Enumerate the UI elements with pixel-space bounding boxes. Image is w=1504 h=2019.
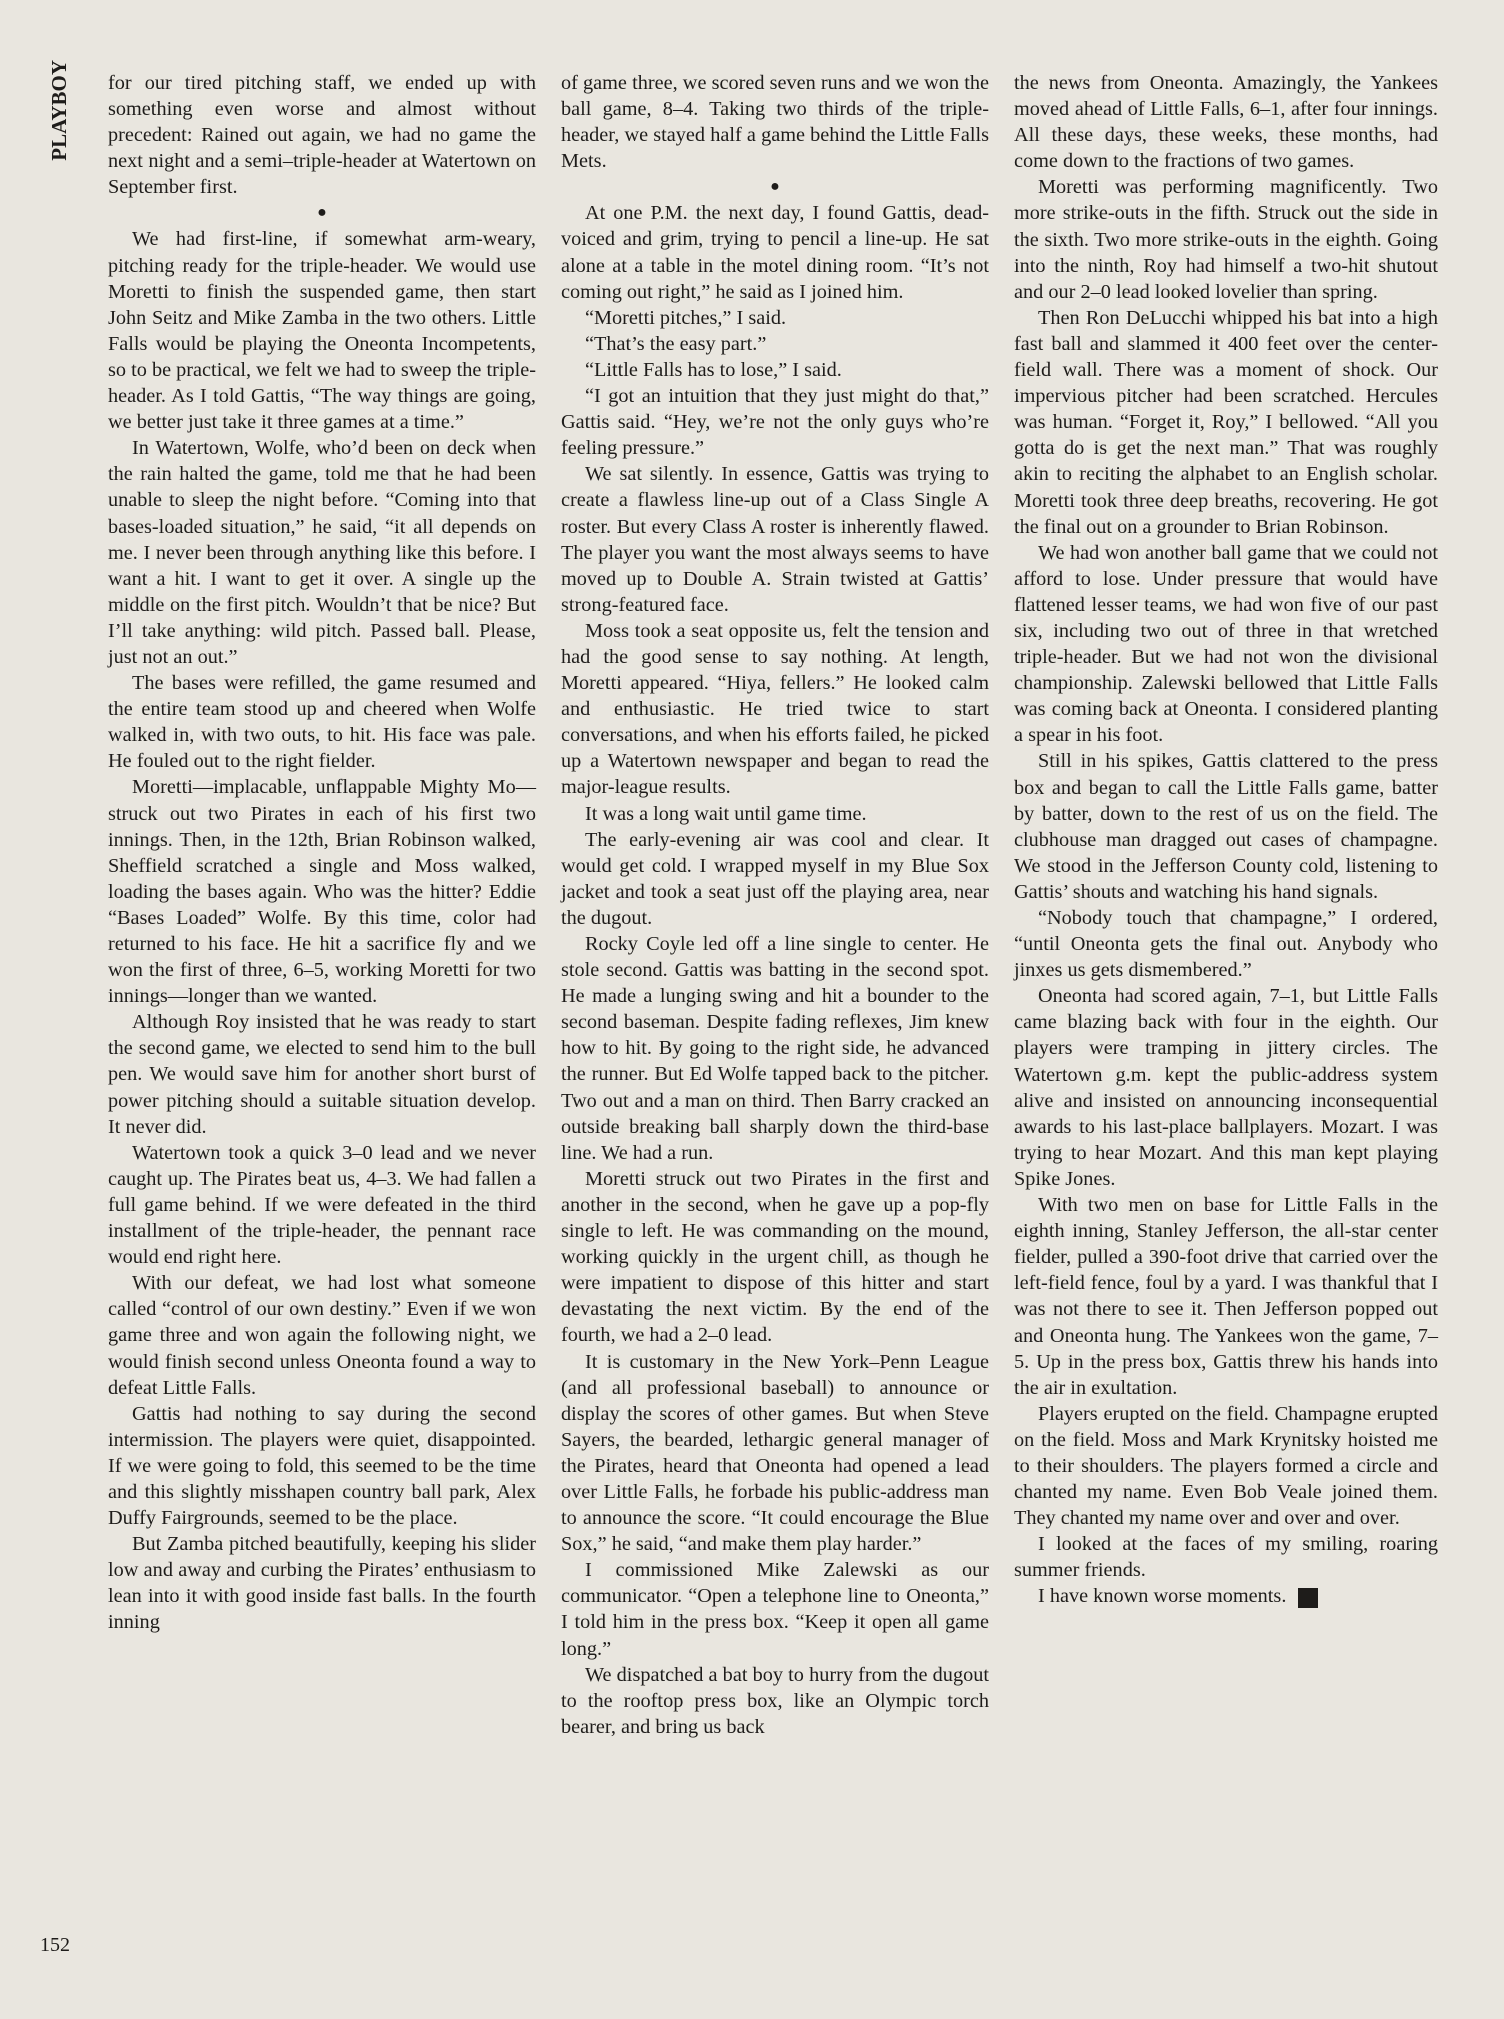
paragraph: We had won another ball game that we could not afford to lose. Under pressure that would have flattened lesser teams, we had won five of our past six, including two out of three in that wretched triple-header. But we had not won the divisional championship. Zalewski bellowed that Little Falls was coming back at Oneonta. I considered planting a spear in his foot. — [1014, 541, 1438, 747]
end-mark-icon: ♣ — [1298, 1588, 1318, 1608]
paragraph: Rocky Coyle led off a line single to center. He stole second. Gattis was batting in the second spot. He made a lunging swing and hit a bounder to the second baseman. Despite fading reflexes, Jim knew how to hit. By going to the right side, he advanced the runner. But Ed Wolfe tapped back to the pitcher. Two out and a man on third. Then Barry cracked an outside breaking ball sharply down the third-base line. We had a run. — [561, 933, 989, 1164]
paragraph: At one P.M. the next day, I found Gattis, dead-voiced and grim, trying to pencil a line-up. He sat alone at a table in the motel dining room. “It’s not coming out right,” he said as I joined him. — [561, 202, 989, 303]
paragraph: I commissioned Mike Zalewski as our communicator. “Open a telephone line to Oneonta,” I told him in the press box. “Keep it open all game long.” — [561, 1559, 989, 1660]
paragraph: We sat silently. In essence, Gattis was trying to create a flawless line-up out of a Class Single A roster. But every Class A roster is inherently flawed. The player you want the most always seems to have moved up to Double A. Strain twisted at Gattis’ strong-featured face. — [561, 463, 989, 616]
paragraph: Gattis had nothing to say during the second intermission. The players were quiet, disappointed. If we were going to fold, this seemed to be the time and this slightly misshapen country ball park, Alex Duffy Fairgrounds, seemed to be the place. — [108, 1402, 536, 1530]
paragraph: It is customary in the New York–Penn League (and all professional baseball) to announce or display the scores of other games. But when Steve Sayers, the bearded, lethargic general manager of the Pirates, heard that Oneonta had opened a lead over Little Falls, he forbade his public-address man to announce the score. “It could encourage the Blue Sox,” he said, “and make them play harder.” — [561, 1350, 989, 1556]
paragraph: of game three, we scored seven runs and we won the ball game, 8–4. Taking two thirds of the triple-header, we stayed half a game behind the Little Falls Mets. — [561, 72, 989, 173]
paragraph: Moss took a seat opposite us, felt the tension and had the good sense to say nothing. At length, Moretti appeared. “Hiya, fellers.” He looked calm and enthusiastic. He tried twice to start conversations, and when his efforts failed, he picked up a Watertown newspaper and began to read the major-league results. — [561, 619, 989, 799]
paragraph: “Little Falls has to lose,” I said. — [585, 358, 842, 381]
paragraph: We dispatched a bat boy to hurry from the dugout to the rooftop press box, like an Olympic torch bearer, and bring us back — [561, 1663, 989, 1738]
paragraph: With our defeat, we had lost what someone called “control of our own destiny.” Even if we won game three and won again the following night, we would finish second unless Oneonta found a way to defeat Little Falls. — [108, 1272, 536, 1399]
paragraph: I looked at the faces of my smiling, roaring summer friends. — [1014, 1533, 1438, 1582]
paragraph: I have known worse moments. ♣ — [1038, 1585, 1332, 1608]
paragraph: In Watertown, Wolfe, who’d been on deck when the rain halted the game, told me that he had been unable to sleep the night before. “Coming into that bases-loaded situation,” he said, “it all depends on me. I never been through anything like this before. I want a hit. I want to get it over. A single up the middle on the first pitch. Wouldn’t that be nice? But I’ll take anything: wild pitch. Passed ball. Please, just not an out.” — [108, 437, 536, 668]
paragraph: “Moretti pitches,” I said. — [585, 306, 787, 329]
paragraph: Still in his spikes, Gattis clattered to the press box and began to call the Little Falls game, batter by batter, down to the rest of us on the field. The clubhouse man dragged out cases of champagne. We stood in the Jefferson County cold, listening to Gattis’ shouts and watching his hand signals. — [1014, 750, 1438, 903]
paragraph: Watertown took a quick 3–0 lead and we never caught up. The Pirates beat us, 4–3. We had fallen a full game behind. If we were defeated in the third installment of the triple-header, the pennant race would end right here. — [108, 1141, 536, 1269]
paragraph: It was a long wait until game time. — [585, 802, 867, 825]
paragraph: for our tired pitching staff, we ended up with something even worse and almost without precedent: Rained out again, we had no game the next night and a semi–triple-header at Watertown on September first. — [108, 72, 536, 199]
paragraph: With two men on base for Little Falls in the eighth inning, Stanley Jefferson, the all-star center fielder, pulled a 390-foot drive that carried over the left-field fence, foul by a yard. I was thankful that I was not there to see it. Then Jefferson popped out and Oneonta hung. The Yankees won the game, 7–5. Up in the press box, Gattis threw his hands into the air in exultation. — [1014, 1194, 1438, 1399]
paragraph: Moretti—implacable, unflappable Mighty Mo—struck out two Pirates in each of his first two innings. Then, in the 12th, Brian Robinson walked, Sheffield scratched a single and Moss walked, loading the bases again. Who was the hitter? Eddie “Bases Loaded” Wolfe. By this time, color had returned to his face. He hit a sacrifice fly and we won the first of three, 6–5, working Moretti for two innings—longer than we wanted. — [108, 776, 536, 1008]
paragraph: “Nobody touch that champagne,” I ordered, “until Oneonta gets the final out. Anybody who jinxes us gets dismembered.” — [1014, 907, 1438, 982]
paragraph: the news from Oneonta. Amazingly, the Yankees moved ahead of Little Falls, 6–1, after four innings. All these days, these weeks, these months, had come down to the fractions of two games. — [1014, 72, 1438, 173]
section-separator: ● — [317, 204, 327, 222]
paragraph: But Zamba pitched beautifully, keeping his slider low and away and curbing the Pirates’ enthusiasm to lean into it with good inside fast balls. In the fourth inning — [108, 1533, 536, 1634]
column-1 — [108, 70, 536, 1636]
paragraph: Moretti struck out two Pirates in the first and another in the second, when he gave up a pop-fly single to left. He was commanding on the mound, working quickly in the urgent chill, as though he were impatient to dispose of this hitter and start devastating the next victim. By the end of the fourth, we had a 2–0 lead. — [561, 1167, 989, 1347]
paragraph: The bases were refilled, the game resumed and the entire team stood up and cheered when Wolfe walked in, with two outs, to hit. His face was pale. He fouled out to the right fielder. — [108, 672, 536, 773]
column-3 — [1014, 70, 1438, 1610]
paragraph: “I got an intuition that they just might do that,” Gattis said. “Hey, we’re not the only guys who’re feeling pressure.” — [561, 385, 989, 460]
paragraph: Oneonta had scored again, 7–1, but Little Falls came blazing back with four in the eighth. Our players were tramping in jittery circles. The Watertown g.m. kept the public-address system alive and insisted on announcing inconsequential awards to his last-place ballplayers. Mozart. I was trying to hear Mozart. And this man kept playing Spike Jones. — [1014, 985, 1438, 1190]
paragraph: We had first-line, if somewhat arm-weary, pitching ready for the triple-header. We would use Moretti to finish the suspended game, then start John Seitz and Mike Zamba in the two others. Little Falls would be playing the Oneonta Incompetents, so to be practical, we felt we had to sweep the triple-header. As I told Gattis, “The way things are going, we better just take it three games at a time.” — [108, 228, 536, 434]
paragraph: Players erupted on the field. Champagne erupted on the field. Moss and Mark Krynitsky hoisted me to their shoulders. The players formed a circle and chanted my name. Even Bob Veale joined them. They chanted my name over and over and over. — [1014, 1402, 1438, 1530]
paragraph: The early-evening air was cool and clear. It would get cold. I wrapped myself in my Blue Sox jacket and took a seat just off the playing area, near the dugout. — [561, 828, 989, 929]
paragraph: Although Roy insisted that he was ready to start the second game, we elected to send him to the bull pen. We would save him for another short burst of power pitching should a suitable situation develop. It never did. — [108, 1011, 536, 1138]
paragraph: Then Ron DeLucchi whipped his bat into a high fast ball and slammed it 400 feet over the center-field wall. There was a moment of shock. Our impervious pitcher had been scratched. Hercules was human. “Forget it, Roy,” I bellowed. “All you gotta do is get the next man.” That was roughly akin to reciting the alphabet to an English scholar. Moretti took three deep breaths, recovering. He got the final out on a grounder to Brian Robinson. — [1014, 306, 1438, 538]
magazine-side-logo: PLAYBOY — [47, 60, 71, 161]
paragraph: Moretti was performing magnificently. Two more strike-outs in the fifth. Struck out the side in the sixth. Two more strike-outs in the eighth. Going into the ninth, Roy had himself a two-hit shutout and our 2–0 lead looked lovelier than spring. — [1014, 176, 1438, 303]
page-number: 152 — [40, 1934, 70, 1956]
section-separator: ● — [770, 178, 780, 196]
column-2 — [561, 70, 989, 1740]
paragraph: “That’s the easy part.” — [585, 332, 767, 355]
